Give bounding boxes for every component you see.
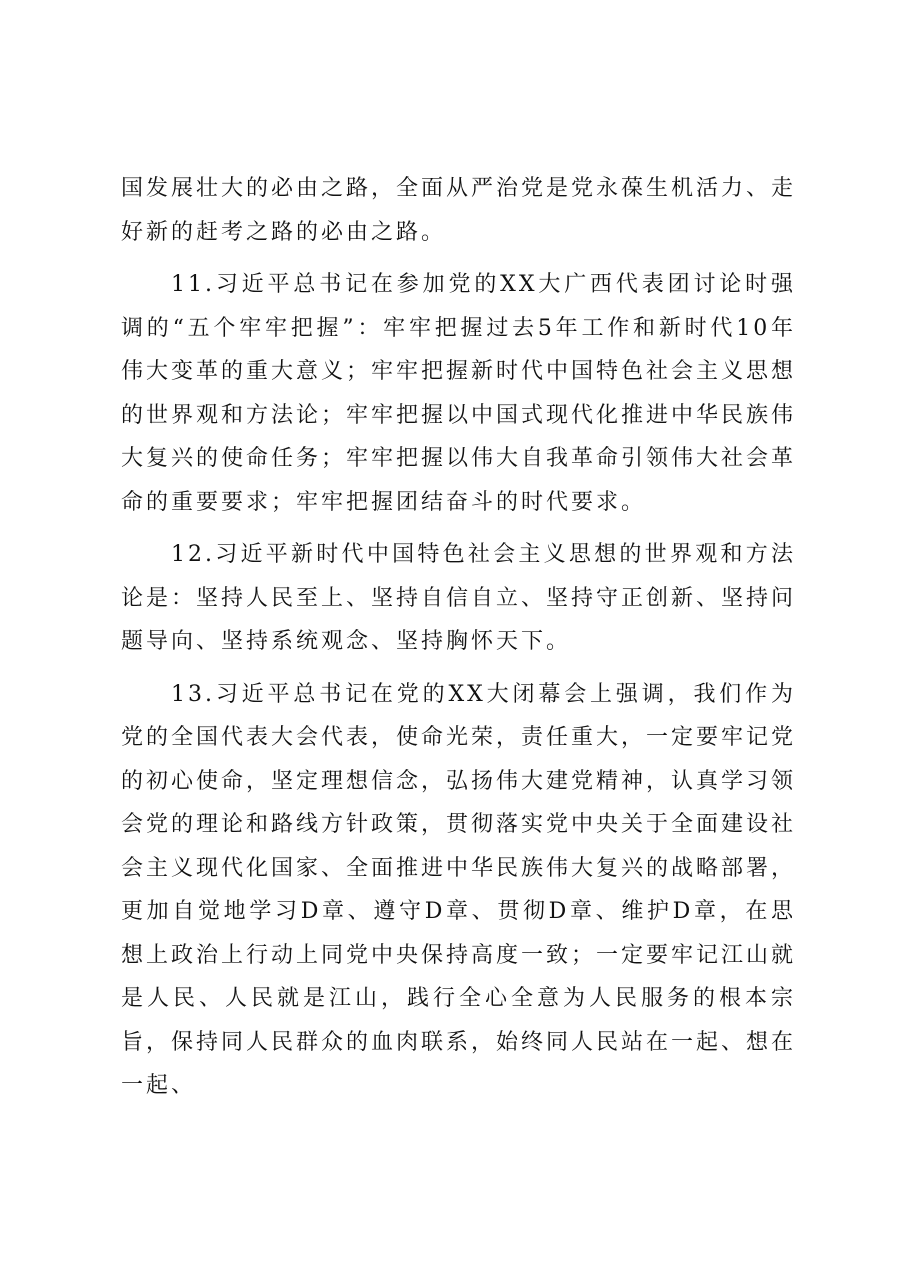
paragraph-spacer <box>121 664 796 673</box>
paragraph-item-11: 11.习近平总书记在参加党的XX大广西代表团讨论时强调的“五个牢牢把握”：牢牢把握过去5年工作和新时代10年伟大变革的重大意义；牢牢把握新时代中国特色社会主义思想的世界观和方法论；牢牢把握以中国式现代化推进中华民族伟大复兴的使命任务；牢牢把握以伟大自我革命引领伟大社会革命的重要要求；牢牢把握团结奋斗的时代要求。 <box>121 272 797 515</box>
document-body <box>121 167 796 1108</box>
paragraph-spacer <box>121 254 796 263</box>
paragraph-continued: 国发展壮大的必由之路，全面从严治党是党永葆生机活力、走好新的赶考之路的必由之路。 <box>121 176 797 245</box>
paragraph-item-12: 12.习近平新时代中国特色社会主义思想的世界观和方法论是：坚持人民至上、坚持自信自立、坚持守正创新、坚持问题导向、坚持系统观念、坚持胸怀天下。 <box>121 542 797 654</box>
paragraph-spacer <box>121 524 796 533</box>
paragraph-item-13: 13.习近平总书记在党的XX大闭幕会上强调，我们作为党的全国代表大会代表，使命光荣，责任重大，一定要牢记党的初心使命，坚定理想信念，弘扬伟大建党精神，认真学习领会党的理论和路线方针政策，贯彻落实党中央关于全面建设社会主义现代化国家、全面推进中华民族伟大复兴的战略部署，更加自觉地学习D章、遵守D章、贯彻D章、维护D章，在思想上政治上行动上同党中央保持高度一致；一定要牢记江山就是人民、人民就是江山，践行全心全意为人民服务的根本宗旨，保持同人民群众的血肉联系，始终同人民站在一起、想在一起、 <box>121 681 797 1098</box>
